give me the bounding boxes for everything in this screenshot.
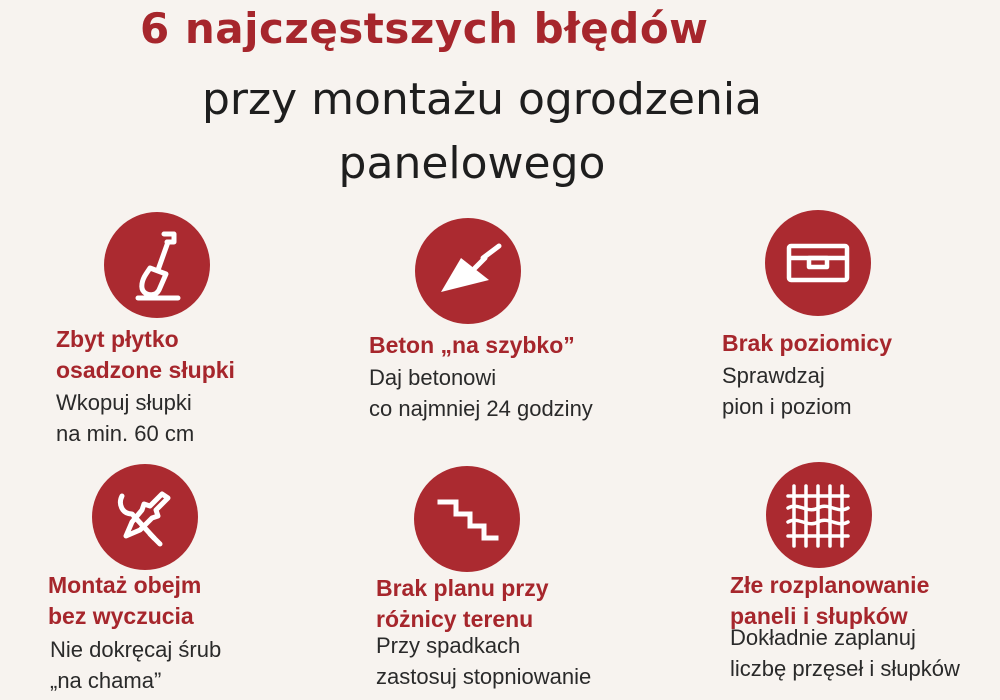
fence-panel-icon [766, 462, 872, 568]
mistake-tip-line: „na chama” [50, 668, 162, 693]
page-subtitle-line1: przy montażu ogrodzenia [201, 74, 763, 125]
mistake-tip-line: Przy spadkach [376, 633, 521, 658]
mistake-tip-line: co najmniej 24 godziny [369, 396, 593, 421]
mistake-title-line: Złe rozplanowanie [730, 572, 930, 598]
mistake-tip-line: Daj betonowi [369, 365, 497, 390]
mistake-tip-line: Wkopuj słupki [56, 390, 192, 415]
stairs-icon [414, 466, 520, 572]
spirit-level-icon [765, 210, 871, 316]
mistake-tip-line: zastosuj stopniowanie [376, 664, 592, 689]
mistake-tip-line: Nie dokręcaj śrub [50, 637, 222, 662]
mistake-title-line: bez wyczucia [48, 603, 194, 629]
mistake-title-line: Brak poziomicy [722, 330, 892, 356]
trowel-icon [415, 218, 521, 324]
mistake-title-line: Brak planu przy [376, 575, 549, 601]
page-title: 6 najczęstszych błędów [140, 4, 709, 53]
mistake-tip-line: Sprawdzaj [722, 363, 825, 388]
mistake-tip-line: pion i poziom [722, 394, 852, 419]
wrench-screwdriver-icon [92, 464, 198, 570]
mistake-title-line: Montaż obejm [48, 572, 202, 598]
page-subtitle-line2: panelowego [338, 138, 606, 189]
mistake-tip-line: na min. 60 cm [56, 421, 195, 446]
mistake-title-line: Beton „na szybko” [369, 332, 575, 358]
mistake-title-line: Zbyt płytko [56, 326, 179, 352]
mistake-title-line: różnicy terenu [376, 606, 534, 632]
mistake-tip-line: Dokładnie zaplanuj [730, 625, 916, 650]
mistake-title-line: paneli i słupków [730, 603, 908, 629]
shovel-icon [104, 212, 210, 318]
mistake-title-line: osadzone słupki [56, 357, 235, 383]
mistake-tip-line: liczbę przęseł i słupków [730, 656, 960, 681]
